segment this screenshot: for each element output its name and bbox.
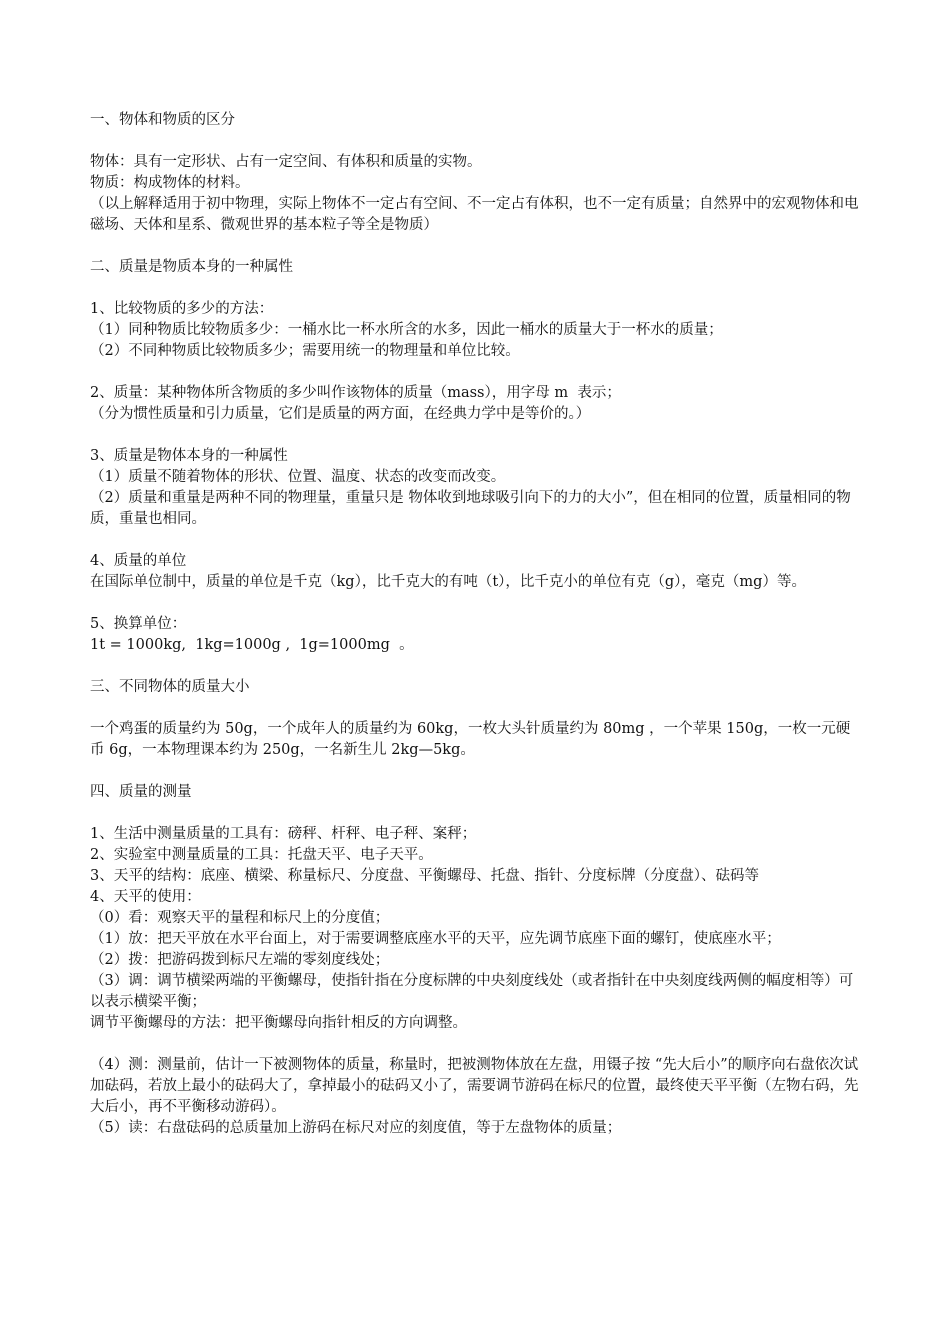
mass-examples: 一个鸡蛋的质量约为 50g，一个成年人的质量约为 60kg，一枚大头针质量约为 80mg ，一个苹果 150g，一枚一元硬币 6g，一本物理课本约为 250g，一名新生儿 2kg—5kg。: [90, 721, 851, 758]
usage-step-0: （0）看：观察天平的量程和标尺上的分度值；: [90, 910, 390, 926]
usage-step-2: （2）拨：把游码拨到标尺左端的零刻度线处；: [90, 952, 390, 968]
usage-step-3-method: 调节平衡螺母的方法：把平衡螺母向指针相反的方向调整。: [90, 1015, 467, 1031]
definition-object: 物体：具有一定形状、占有一定空间、有体积和质量的实物。: [90, 154, 482, 170]
point-2-title: 2、质量：某种物体所含物质的多少叫作该物体的质量（mass），用字母 m 表示；: [90, 385, 621, 401]
point-1-item-1: （1）同种物质比较物质多少：一桶水比一杯水所含的水多，因此一桶水的质量大于一杯水的质量；: [90, 322, 723, 338]
usage-step-5: （5）读：右盘砝码的总质量加上游码在标尺对应的刻度值，等于左盘物体的质量；: [90, 1120, 622, 1136]
section-heading-4: 四、质量的测量: [90, 784, 192, 800]
point-2-note: （分为惯性质量和引力质量，它们是质量的两方面，在经典力学中是等价的。）: [90, 406, 591, 422]
section-heading-2: 二、质量是物质本身的一种属性: [90, 259, 293, 275]
usage-step-4: （4）测：测量前，估计一下被测物体的质量，称量时，把被测物体放在左盘，用镊子按 “先大后小”的顺序向右盘依次试加砝码，若放上最小的砝码大了，拿掉最小的砝码又小了，需要调节游码在标尺的位置，最终使天平平衡（左物右码，先大后小，再不平衡移动游码）。: [90, 1057, 859, 1115]
note-paragraph: （以上解释适用于初中物理，实际上物体不一定占有空间、不一定占有体积，也不一定有质量；自然界中的宏观物体和电磁场、天体和星系、微观世界的基本粒子等全是物质）: [90, 196, 859, 233]
measure-item-1: 1、生活中测量质量的工具有：磅秤、杆秤、电子秤、案秤；: [90, 826, 477, 842]
point-1-item-2: （2）不同种物质比较物质多少；需要用统一的物理量和单位比较。: [90, 343, 520, 359]
point-4-title: 4、质量的单位: [90, 553, 187, 569]
point-3-item-2: （2）质量和重量是两种不同的物理量，重量只是 物体收到地球吸引向下的力的大小”，但在相同的位置，质量相同的物质，重量也相同。: [90, 490, 851, 527]
section-heading-1: 一、物体和物质的区分: [90, 112, 235, 128]
section-heading-3: 三、不同物体的质量大小: [90, 679, 250, 695]
point-5-text: 1t = 1000kg, 1kg=1000g , 1g=1000mg 。: [90, 637, 414, 653]
usage-step-3: （3）调：调节横梁两端的平衡螺母，使指针指在分度标牌的中央刻度线处（或者指针在中央刻度线两侧的幅度相等）可以表示横梁平衡；: [90, 973, 854, 1010]
document-page: [90, 110, 860, 1139]
point-3-item-1: （1）质量不随着物体的形状、位置、温度、状态的改变而改变。: [90, 469, 506, 485]
point-1-title: 1、比较物质的多少的方法：: [90, 301, 274, 317]
usage-step-1: （1）放：把天平放在水平台面上，对于需要调整底座水平的天平，应先调节底座下面的螺钉，使底座水平；: [90, 931, 781, 947]
point-5-title: 5、换算单位：: [90, 616, 187, 632]
measure-item-2: 2、实验室中测量质量的工具：托盘天平、电子天平。: [90, 847, 433, 863]
point-4-text: 在国际单位制中，质量的单位是千克（kg），比千克大的有吨（t），比千克小的单位有克（g），毫克（mg）等。: [90, 574, 806, 590]
point-3-title: 3、质量是物体本身的一种属性: [90, 448, 288, 464]
definition-substance: 物质：构成物体的材料。: [90, 175, 250, 191]
measure-item-3: 3、天平的结构：底座、横梁、称量标尺、分度盘、平衡螺母、托盘、指针、分度标牌（分度盘）、砝码等: [90, 868, 759, 884]
measure-item-4: 4、天平的使用：: [90, 889, 201, 905]
